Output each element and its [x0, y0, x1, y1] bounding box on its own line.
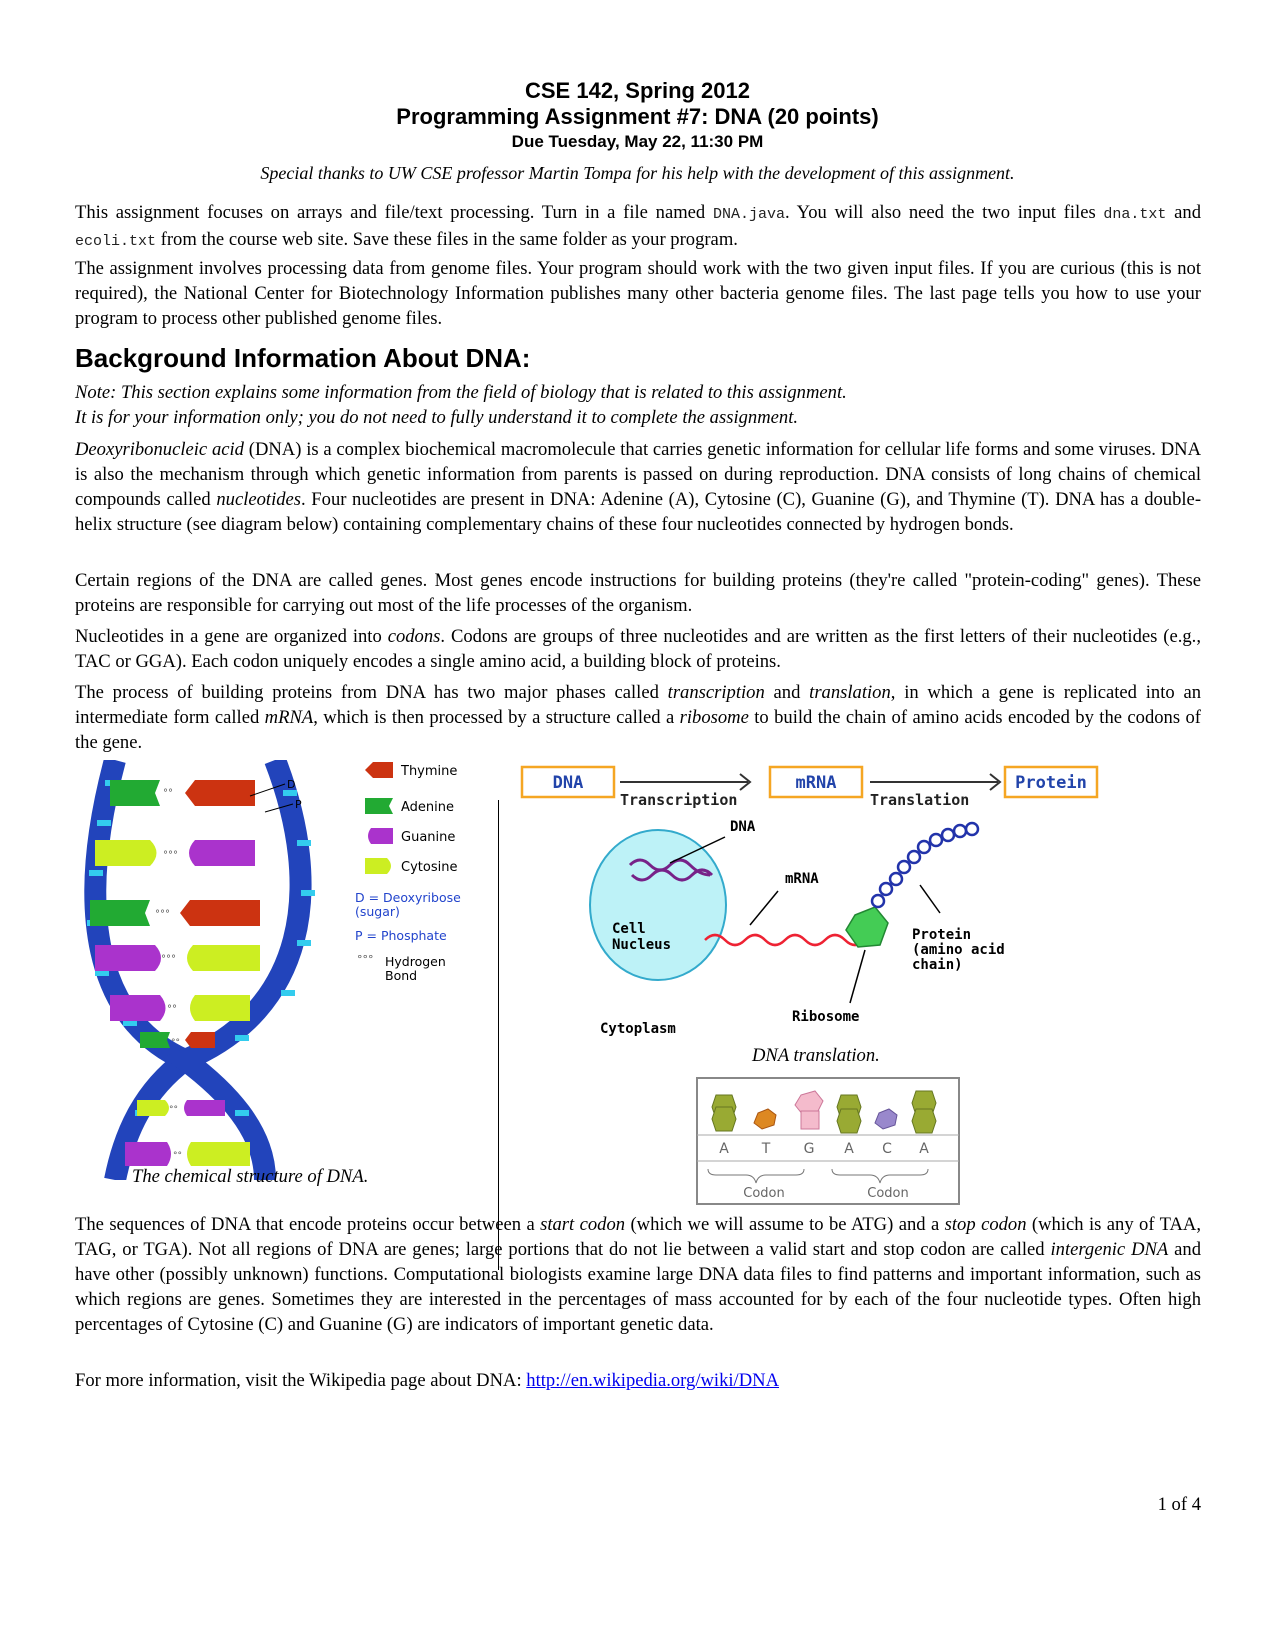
section-heading: Background Information About DNA:	[75, 343, 531, 373]
background-paragraph-3: Nucleotides in a gene are organized into codons. Codons are groups of three nucleotides and are written as the first letters of their nucleotides (e.g., TAC or GGA). Each codon uniquely encodes a single amino acid, a building block of proteins.	[75, 626, 1201, 672]
nucleus-label: Nucleus	[612, 937, 672, 953]
intro-paragraph-1: This assignment focuses on arrays and file/text processing. Turn in a file named DNA.java. You will also need the two input files dna.txt and ecoli.txt from the course web site. Save these files in the same folder as your program.	[75, 202, 1202, 250]
codon-label-1: Codon	[743, 1186, 785, 1201]
legend-guanine-swatch	[368, 828, 393, 844]
legend-guanine: Guanine	[401, 830, 456, 845]
legend-bond: Bond	[385, 968, 418, 983]
protein-box-label: Protein	[1015, 773, 1087, 793]
legend	[355, 762, 461, 983]
legend-hydrogen: Hydrogen	[385, 954, 446, 969]
svg-text:°°: °°	[167, 1004, 177, 1015]
course-title: CSE 142, Spring 2012	[525, 78, 750, 103]
p-pointer-label: P	[295, 798, 302, 811]
svg-text:°°: °°	[163, 788, 173, 799]
legend-thymine-swatch	[365, 762, 393, 778]
codon-label-2: Codon	[867, 1186, 909, 1201]
wikipedia-link[interactable]: http://en.wikipedia.org/wiki/DNA	[526, 1370, 779, 1391]
filename-dna-txt: dna.txt	[1103, 206, 1167, 223]
filename-ecoli-txt: ecoli.txt	[75, 233, 157, 250]
cytoplasm-label: Cytoplasm	[600, 1021, 676, 1037]
legend-deoxyribose: D = Deoxyribose	[355, 890, 461, 905]
base-pair-5	[110, 995, 250, 1021]
ribosome	[846, 907, 888, 947]
after-paragraph-2: For more information, visit the Wikipedia page about DNA: http://en.wikipedia.org/wiki/DNA	[75, 1370, 779, 1391]
svg-text:°°: °°	[173, 1151, 182, 1161]
cell-nucleus	[590, 830, 726, 980]
transcription-label: Transcription	[620, 791, 738, 809]
d-pointer-label: D	[287, 778, 296, 791]
svg-text:°°: °°	[171, 1038, 180, 1048]
codon-letter: C	[882, 1141, 892, 1157]
codon-letter: A	[844, 1141, 854, 1157]
protein-chain	[872, 823, 978, 907]
translation-label: Translation	[870, 791, 970, 809]
dna-structure-figure	[75, 760, 495, 1180]
background-paragraph-2: Certain regions of the DNA are called genes. Most genes encode instructions for building proteins (they're called "protein-coding" genes). These proteins are responsible for carrying out most of the life processes of the organism.	[75, 570, 1201, 616]
protein-label-1: Protein	[912, 927, 972, 943]
legend-adenine: Adenine	[401, 800, 455, 815]
left-figure-caption: The chemical structure of DNA.	[132, 1166, 369, 1187]
due-date: Due Tuesday, May 22, 11:30 PM	[511, 132, 764, 151]
base-pair-2	[95, 840, 255, 866]
section-note: Note: This section explains some information from the field of biology that is related to this assignment. It is for your information only; you do not need to fully understand it to complete the assignment.	[75, 382, 847, 428]
protein-label-2: (amino acid	[912, 942, 1005, 958]
svg-text:°°°: °°°	[163, 850, 178, 861]
mrna-strand	[705, 935, 865, 945]
assignment-title: Programming Assignment #7: DNA (20 points)	[396, 104, 879, 129]
codon-letter: A	[719, 1141, 729, 1157]
codon-letter: A	[919, 1141, 929, 1157]
svg-text:°°: °°	[169, 1105, 178, 1115]
protein-label-3: chain)	[912, 957, 963, 973]
page-number: 1 of 4	[1157, 1494, 1201, 1515]
legend-cytosine-swatch	[365, 858, 391, 874]
dna-translation-figure	[520, 765, 1140, 1055]
cell-label: Cell	[612, 921, 646, 937]
background-paragraph-4: The process of building proteins from DNA has two major phases called transcription and translation, in which a gene is replicated into an intermediate form called mRNA, which is then processed by a structure called a ribosome to build the chain of amino acids encoded by the codons of the gene.	[75, 682, 1201, 753]
legend-hbond-dots: °°°	[357, 953, 374, 966]
codon-figure	[696, 1077, 960, 1205]
legend-cytosine: Cytosine	[401, 860, 458, 875]
base-pair-7	[137, 1100, 225, 1116]
legend-sugar: (sugar)	[355, 904, 400, 919]
dna-pointer-label: DNA	[730, 819, 756, 835]
dna-helix-diagram	[75, 760, 495, 1180]
base-pair-4	[95, 945, 260, 971]
figure-divider	[498, 800, 499, 1270]
legend-thymine: Thymine	[401, 764, 458, 779]
base-pair-3	[90, 900, 260, 926]
legend-adenine-swatch	[365, 798, 393, 814]
mrna-pointer-label: mRNA	[785, 871, 819, 887]
filename-dna-java: DNA.java	[712, 206, 785, 223]
intro-paragraph-2: The assignment involves processing data from genome files. Your program should work with the two given input files. If you are curious (this is not required), the National Center for Biotechnology Information publishes many other bacteria genome files. The last page tells you how to use your program to process other published genome files.	[75, 258, 1201, 329]
svg-text:°°°: °°°	[161, 954, 176, 965]
base-pair-6	[140, 1032, 215, 1048]
dna-box-label: DNA	[552, 773, 584, 793]
acknowledgement: Special thanks to UW CSE professor Martin Tompa for his help with the development of this assignment.	[260, 163, 1015, 183]
codon-letter: T	[761, 1141, 771, 1157]
background-paragraph-1: Deoxyribonucleic acid (DNA) is a complex biochemical macromolecule that carries genetic information for cellular life forms and some viruses. DNA is also the mechanism through which genetic information from parents is passed on during reproduction. DNA consists of long chains of chemical compounds called nucleotides. Four nucleotides are present in DNA: Adenine (A), Cytosine (C), Guanine (G), and Thymine (T). DNA has a double-helix structure (see diagram below) containing complementary chains of these four nucleotides connected by hydrogen bonds.	[75, 439, 1202, 535]
ribosome-label: Ribosome	[792, 1009, 860, 1025]
base-pair-8	[125, 1142, 250, 1166]
legend-phosphate: P = Phosphate	[355, 928, 447, 943]
codon-letter: G	[803, 1141, 815, 1157]
mrna-box-label: mRNA	[795, 773, 837, 793]
svg-text:°°°: °°°	[155, 909, 170, 920]
right-figure-caption: DNA translation.	[752, 1045, 880, 1066]
after-paragraph-1: The sequences of DNA that encode proteins occur between a start codon (which we will assume to be ATG) and a stop codon (which is any of TAA, TAG, or TGA). Not all regions of DNA are genes; large portions that do not lie between a valid start and stop codon are called intergenic DNA and have other (possibly unknown) functions. Computational biologists examine large DNA data files to find patterns and important information, such as which regions are genes. Sometimes they are interested in the percentages of mass accounted for by each of the four nucleotide types. Often high percentages of Cytosine (C) and Guanine (G) are indicators of important genetic data.	[75, 1214, 1202, 1335]
base-pair-1	[110, 780, 255, 806]
